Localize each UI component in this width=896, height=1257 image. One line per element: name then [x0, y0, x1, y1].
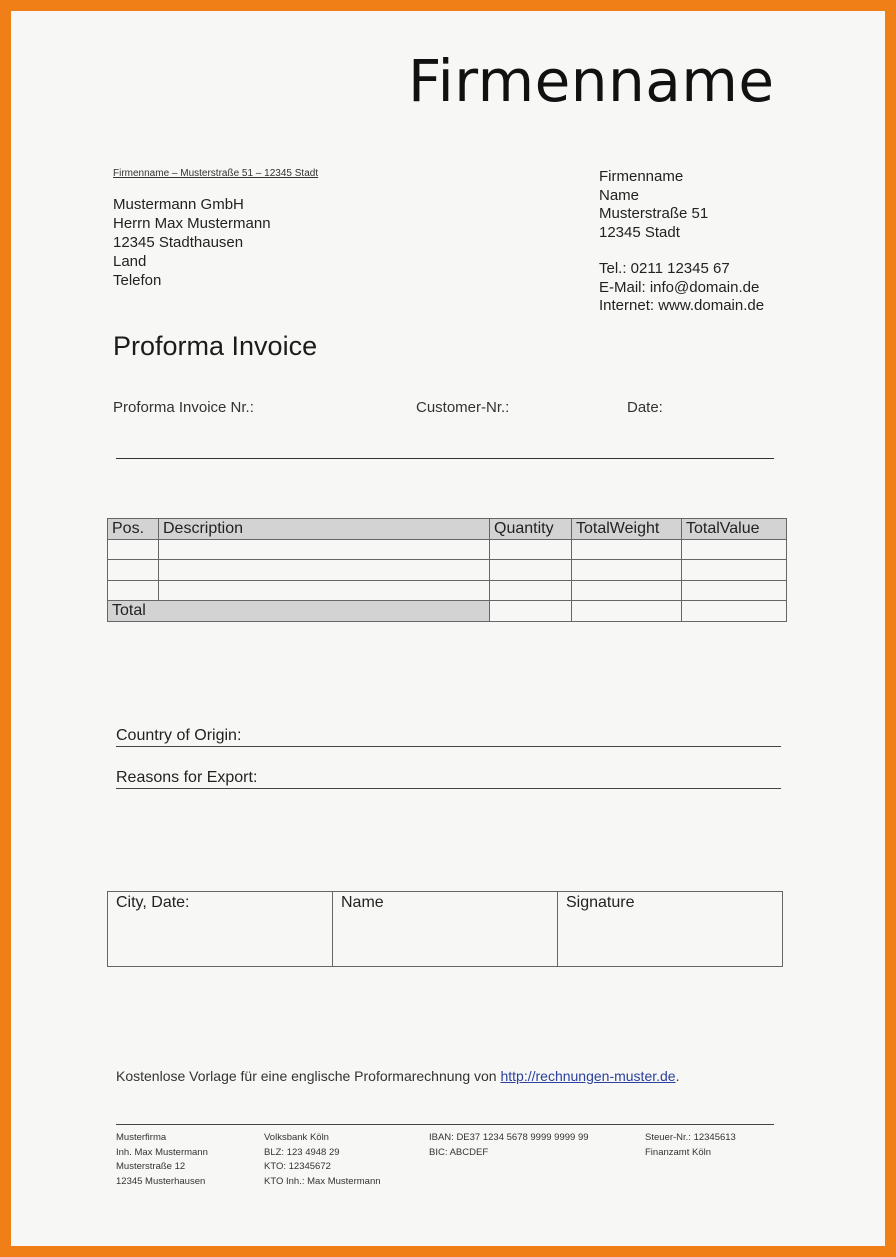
table-row [108, 580, 787, 601]
footer-note-text: Kostenlose Vorlage für eine englische Proformarechnung von [116, 1068, 501, 1084]
recipient-line: Mustermann GmbH [113, 196, 244, 213]
reasons-for-export-label: Reasons for Export: [116, 769, 258, 786]
company-info [599, 168, 764, 316]
footer-line: Steuer-Nr.: 12345613 [645, 1132, 736, 1143]
customer-number-label: Customer-Nr.: [416, 399, 510, 416]
footer-iban-column [429, 1131, 589, 1160]
header-description: Description [159, 519, 490, 540]
header-total-weight: TotalWeight [572, 519, 682, 540]
invoice-sheet [11, 11, 885, 1246]
table-row [108, 539, 787, 560]
footer-divider [116, 1124, 774, 1125]
cell-pos [108, 580, 159, 601]
footer-line: KTO Inh.: Max Mustermann [264, 1175, 381, 1187]
footer-line: Finanzamt Köln [645, 1146, 712, 1158]
company-address-line: Name [599, 186, 640, 204]
cell-total-value [682, 539, 787, 560]
company-phone: Tel.: 0211 12345 67 [599, 260, 730, 277]
total-weight [572, 601, 682, 622]
company-email: E-Mail: info@domain.de [599, 278, 760, 296]
recipient-line: Telefon [113, 272, 162, 289]
cell-total-weight [572, 539, 682, 560]
items-table [107, 518, 787, 622]
cell-quantity [490, 539, 572, 560]
footer-line: BLZ: 123 4948 29 [264, 1146, 340, 1158]
cell-description [159, 560, 490, 581]
items-header-row [108, 519, 787, 540]
signature-table [107, 891, 783, 967]
reasons-for-export-line [116, 788, 781, 789]
company-website: Internet: www.domain.de [599, 297, 765, 314]
footer-line: Volksbank Köln [264, 1132, 329, 1143]
footer-tax-column [645, 1131, 736, 1160]
footer-company-column [116, 1131, 208, 1189]
footer-line: KTO: 12345672 [264, 1161, 331, 1172]
footer-line: BIC: ABCDEF [429, 1146, 489, 1158]
country-of-origin-line [116, 746, 781, 747]
header-total-value: TotalValue [682, 519, 787, 540]
footer-bank-column [264, 1131, 381, 1189]
cell-total-weight [572, 560, 682, 581]
cell-pos [108, 539, 159, 560]
document-title: Proforma Invoice [113, 331, 318, 361]
company-address-line: 12345 Stadt [599, 223, 680, 241]
cell-pos [108, 560, 159, 581]
invoice-number-label: Proforma Invoice Nr.: [113, 399, 254, 416]
cell-quantity [490, 560, 572, 581]
header-quantity: Quantity [490, 519, 572, 540]
recipient-address [113, 195, 271, 290]
cell-total-weight [572, 580, 682, 601]
date-label: Date: [627, 399, 663, 416]
signature-cell: Signature [558, 892, 783, 967]
total-quantity [490, 601, 572, 622]
cell-description [159, 539, 490, 560]
cell-description [159, 580, 490, 601]
footer-line: Musterfirma [116, 1132, 167, 1143]
total-row [108, 601, 787, 622]
footer-line: IBAN: DE37 1234 5678 9999 9999 99 [429, 1132, 589, 1143]
footer-line: Musterstraße 12 [116, 1161, 186, 1172]
footer-line: 12345 Musterhausen [116, 1175, 206, 1187]
sender-return-address: Firmenname – Musterstraße 51 – 12345 Stadt [113, 168, 319, 179]
recipient-line: 12345 Stadthausen [113, 234, 244, 251]
reference-divider [116, 458, 774, 459]
header-pos: Pos. [108, 519, 159, 540]
cell-quantity [490, 580, 572, 601]
table-row [108, 560, 787, 581]
company-title: Firmenname [408, 47, 775, 115]
name-cell: Name [333, 892, 558, 967]
country-of-origin-label: Country of Origin: [116, 727, 242, 744]
footer-note-suffix: . [675, 1068, 680, 1084]
total-label: Total [108, 601, 490, 622]
cell-total-value [682, 580, 787, 601]
total-value [682, 601, 787, 622]
recipient-line: Herrn Max Mustermann [113, 215, 271, 232]
company-address-line: Firmenname [599, 168, 684, 185]
footer-note-link[interactable]: http://rechnungen-muster.de [500, 1068, 676, 1084]
company-address-line: Musterstraße 51 [599, 205, 709, 222]
footer-note [116, 1068, 679, 1084]
recipient-line: Land [113, 253, 147, 270]
city-date-cell: City, Date: [108, 892, 333, 967]
footer-line: Inh. Max Mustermann [116, 1146, 208, 1158]
cell-total-value [682, 560, 787, 581]
